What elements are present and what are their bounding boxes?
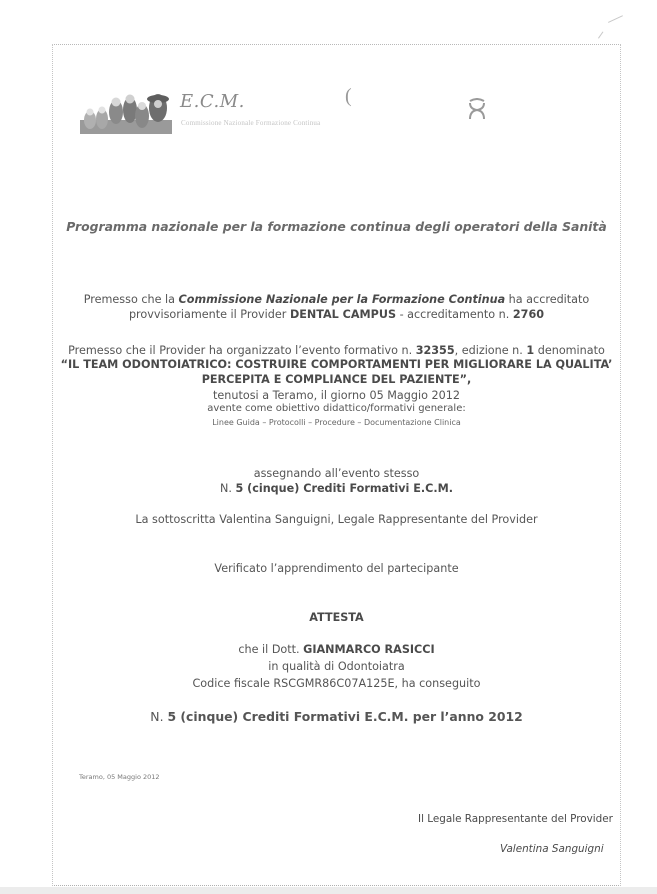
event-objective: Linee Guida – Protocolli – Procedure – Documentazione Clinica [212, 418, 461, 427]
scan-mark [598, 31, 603, 38]
event-objective-label: avente come obiettivo didattico/formativi generale: [207, 403, 466, 414]
event-number: 32355 [415, 344, 455, 357]
signature-title: Il Legale Rappresentante del Provider [418, 813, 613, 825]
page-title: Programma nazionale per la formazione continua degli operatori della Sanità [66, 219, 607, 234]
edition-number: 1 [526, 344, 535, 357]
scan-mark [608, 15, 623, 23]
signatory-statement: La sottoscritta Valentina Sanguigni, Legale Rappresentante del Provider [135, 513, 538, 526]
event-title-line-2: PERCEPITA E COMPLIANCE DEL PAZIENTE”, [201, 373, 472, 386]
event-line-1 [52, 343, 621, 358]
intro-text: provvisoriamente il Provider [128, 308, 290, 321]
ecm-logo-title: E.C.M. [180, 91, 245, 112]
event-text: Premesso che il Provider ha organizzato l’evento formativo n. [68, 344, 416, 357]
scan-artifact-mark: ( [345, 85, 352, 107]
accreditation-number: 2760 [512, 308, 545, 321]
place-date: Teramo, 05 Maggio 2012 [79, 773, 160, 781]
intro-line-2 [52, 307, 621, 322]
commission-name: Commissione Nazionale per la Formazione Continua [178, 293, 506, 306]
ecm-logo-subtitle: Commissione Nazionale Formazione Continua [181, 119, 321, 127]
event-text: denominato [534, 344, 605, 357]
credits-final-value: 5 (cinque) Crediti Formativi E.C.M. per l’anno 2012 [167, 709, 523, 724]
intro-line-1 [52, 292, 621, 307]
tax-code-line [52, 676, 621, 691]
credits-value: 5 (cinque) Crediti Formativi E.C.M. [235, 482, 454, 495]
tax-code-prefix: Codice fiscale [192, 677, 274, 690]
attestation-heading: ATTESTA [309, 611, 364, 624]
signature-name: Valentina Sanguigni [500, 843, 604, 855]
participant-role: in qualità di Odontoiatra [268, 660, 405, 673]
event-title-line-1: “IL TEAM ODONTOIATRICO: COSTRUIRE COMPORTAMENTI PER MIGLIORARE LA QUALITA’ [60, 358, 613, 371]
scan-bottom-strip [0, 887, 657, 894]
assigned-credits [52, 481, 621, 496]
participant-name: GIANMARCO RASICCI [303, 643, 435, 656]
intro-text: - accreditamento n. [396, 308, 513, 321]
tax-code: RSCGMR86C07A125E [273, 677, 395, 690]
event-held: tenutosi a Teramo, il giorno 05 Maggio 2012 [213, 389, 460, 402]
provider-name: DENTAL CAMPUS [289, 308, 397, 321]
document-border [52, 44, 621, 886]
intro-text: Premesso che la [83, 293, 179, 306]
intro-text: ha accreditato [505, 293, 590, 306]
event-text: , edizione n. [454, 344, 527, 357]
credits-awarded [52, 709, 621, 724]
participant-prefix: che il Dott. [238, 643, 304, 656]
stamp-symbol-icon [467, 98, 487, 122]
credits-final-prefix: N. [150, 709, 168, 724]
verification-statement: Verificato l’apprendimento del partecipante [214, 562, 459, 575]
ecm-logo-image [80, 90, 172, 134]
credits-prefix: N. [219, 482, 236, 495]
assignment-line: assegnando all’evento stesso [253, 467, 420, 480]
participant-line [52, 642, 621, 657]
tax-code-suffix: , ha conseguito [394, 677, 481, 690]
